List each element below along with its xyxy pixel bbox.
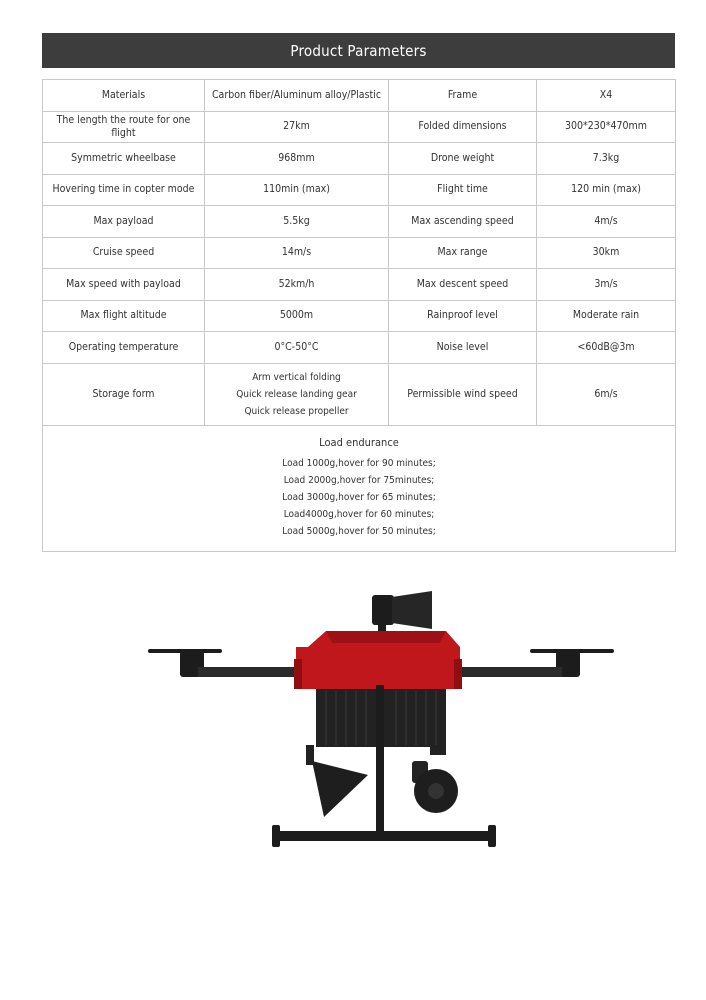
table-row (43, 174, 676, 206)
param-label: Cruise speed (43, 237, 205, 269)
table-row (43, 425, 676, 551)
table-row (43, 143, 676, 175)
param-value: X4 (537, 80, 676, 112)
param-value: 5000m (205, 300, 389, 332)
table-row (43, 206, 676, 238)
param-value: 120 min (max) (537, 174, 676, 206)
payload-dropper (312, 761, 368, 817)
load-line: Load 3000g,hover for 65 minutes; (282, 492, 436, 504)
param-label: Max payload (43, 206, 205, 238)
param-label: Max ascending speed (389, 206, 537, 238)
landing-skid (272, 831, 496, 841)
load-endurance-cell (43, 425, 676, 551)
table-row (43, 237, 676, 269)
table-row (43, 269, 676, 301)
param-value: <60dB@3m (537, 332, 676, 364)
drone-product-image (140, 585, 620, 860)
param-label: Materials (43, 80, 205, 112)
storage-line: Arm vertical folding (252, 371, 341, 383)
param-label: Flight time (389, 174, 537, 206)
param-value: 6m/s (537, 363, 676, 425)
param-value: 30km (537, 237, 676, 269)
param-label: Permissible wind speed (389, 363, 537, 425)
param-value: 110min (max) (205, 174, 389, 206)
load-line: Load 2000g,hover for 75minutes; (283, 475, 435, 487)
param-value: 0°C-50°C (205, 332, 389, 364)
right-arm (458, 667, 562, 677)
param-value: 7.3kg (537, 143, 676, 175)
param-value: 14m/s (205, 237, 389, 269)
storage-line: Quick release landing gear (236, 388, 357, 400)
param-label: Folded dimensions (389, 111, 537, 143)
param-label: Storage form (43, 363, 205, 425)
param-value: Carbon fiber/Aluminum alloy/Plastic (205, 80, 389, 112)
storage-form-value (205, 363, 389, 425)
param-label: Max range (389, 237, 537, 269)
param-label: Max descent speed (389, 269, 537, 301)
table-row (43, 300, 676, 332)
param-value: 27km (205, 111, 389, 143)
load-endurance-title: Load endurance (319, 435, 399, 449)
speaker-mount (372, 595, 394, 625)
load-line: Load 5000g,hover for 50 minutes; (282, 526, 436, 538)
param-value: 300*230*470mm (537, 111, 676, 143)
param-label: Frame (389, 80, 537, 112)
param-label: Max speed with payload (43, 269, 205, 301)
param-value: 52km/h (205, 269, 389, 301)
megaphone (392, 591, 432, 629)
landing-leg (376, 685, 384, 831)
load-line: Load 1000g,hover for 90 minutes; (282, 458, 436, 470)
param-label: Drone weight (389, 143, 537, 175)
parameters-table (42, 79, 676, 552)
left-arm (198, 667, 302, 677)
param-label: The length the route for one flight (43, 111, 205, 143)
table-row (43, 80, 676, 112)
param-value: 3m/s (537, 269, 676, 301)
param-label: Hovering time in copter mode (43, 174, 205, 206)
param-label: Operating temperature (43, 332, 205, 364)
table-row (43, 332, 676, 364)
table-row (43, 363, 676, 425)
param-label: Symmetric wheelbase (43, 143, 205, 175)
param-value: 5.5kg (205, 206, 389, 238)
param-value: 4m/s (537, 206, 676, 238)
load-line: Load4000g,hover for 60 minutes; (283, 509, 435, 521)
param-label: Rainproof level (389, 300, 537, 332)
storage-line: Quick release propeller (244, 405, 349, 417)
param-label: Noise level (389, 332, 537, 364)
table-row (43, 111, 676, 143)
page-title: Product Parameters (42, 33, 675, 68)
param-value: Moderate rain (537, 300, 676, 332)
param-value: 968mm (205, 143, 389, 175)
param-label: Max flight altitude (43, 300, 205, 332)
